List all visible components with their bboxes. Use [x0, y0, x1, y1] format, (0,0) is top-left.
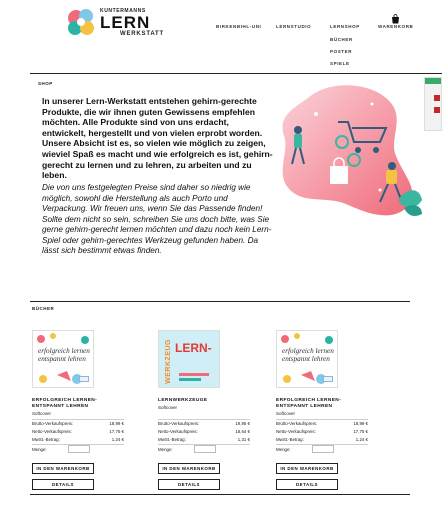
product-binding: Softcover	[32, 411, 52, 416]
footer-divider	[30, 494, 410, 495]
price-row-mwst	[158, 437, 250, 442]
price-row-mwst	[32, 437, 124, 442]
brand-name-bottom: WERKSTATT	[120, 31, 164, 37]
price-label: Netto-Verkaufspreis:	[32, 429, 72, 434]
cover-title: LERN-	[175, 341, 212, 355]
price-row-mwst	[276, 437, 368, 442]
cover-vertical-title: WERKZEUG	[165, 339, 172, 384]
details-button[interactable]: DETAILS	[158, 479, 220, 490]
book-cover-image[interactable]	[32, 330, 94, 388]
quantity-input[interactable]	[194, 445, 216, 453]
price-value: 1,24 €	[111, 437, 124, 442]
price-label: Brutto-Verkaufspreis:	[276, 421, 317, 426]
calendar-header	[425, 78, 441, 84]
product-binding: Softcover	[276, 411, 296, 416]
brand-name-main: LERN	[100, 13, 151, 32]
nav-sub-spiele[interactable]: SPIELE	[330, 61, 350, 66]
quantity-label: Menge:	[32, 447, 47, 452]
nav-sub-buecher[interactable]: BÜCHER	[330, 37, 353, 42]
price-value: 18,99 €	[353, 421, 368, 426]
shopping-bag-icon[interactable]	[391, 11, 400, 29]
price-row-netto	[158, 429, 250, 434]
price-label: MwSt.-Betrag:	[32, 437, 60, 442]
price-row-netto	[32, 429, 124, 434]
nav-warenkorb[interactable]: WARENKORB	[378, 24, 414, 29]
nav-birkenbihl-uni[interactable]: BIRKENBIHL-UNI	[216, 24, 262, 29]
product-title[interactable]: ERFOLGREICH LERNEN-ENTSPANNT LEHREN	[276, 398, 342, 410]
price-value: 1,24 €	[355, 437, 368, 442]
add-to-cart-button[interactable]: IN DEN WARENKORB	[32, 463, 94, 474]
side-calendar-widget[interactable]	[424, 77, 442, 131]
quantity-label: Menge:	[276, 447, 291, 452]
nav-lernshop[interactable]: LERNSHOP	[330, 24, 360, 29]
quantity-label: Menge:	[158, 447, 173, 452]
calendar-day-marker	[434, 95, 440, 101]
price-value: 18,99 €	[109, 421, 124, 426]
price-value: 18,64 €	[235, 429, 250, 434]
brain-logo-icon	[66, 8, 98, 38]
brand-name-top: KUNTERMANNS	[100, 8, 146, 14]
row-divider	[158, 419, 250, 420]
cover-title: erfolgreich lernen entspannt lehren	[38, 347, 90, 363]
row-divider	[276, 419, 368, 420]
price-row-brutto	[158, 421, 250, 426]
price-label: Brutto-Verkaufspreis:	[158, 421, 199, 426]
add-to-cart-button[interactable]: IN DEN WARENKORB	[158, 463, 220, 474]
nav-sub-poster[interactable]: POSTER	[330, 49, 353, 54]
price-label: Netto-Verkaufspreis:	[276, 429, 316, 434]
price-row-brutto	[32, 421, 124, 426]
price-value: 1,31 €	[237, 437, 250, 442]
row-divider	[32, 419, 124, 420]
product-binding: Softcover	[158, 405, 178, 410]
calendar-day-marker	[434, 107, 440, 113]
product-title[interactable]: ERFOLGREICH LERNEN-ENTSPANNT LEHREN	[32, 398, 98, 410]
price-row-netto	[276, 429, 368, 434]
book-cover-image[interactable]	[158, 330, 220, 388]
price-label: Brutto-Verkaufspreis:	[32, 421, 73, 426]
header-divider	[30, 73, 442, 74]
price-value: 19,95 €	[235, 421, 250, 426]
cover-title: erfolgreich lernen entspannt lehren	[282, 347, 334, 363]
price-value: 17,75 €	[353, 429, 368, 434]
price-label: MwSt.-Betrag:	[158, 437, 186, 442]
brand-logo[interactable]	[66, 6, 176, 46]
shopping-illustration	[268, 80, 424, 226]
product-title[interactable]: LERNWERKZEUGE	[158, 398, 208, 403]
price-label: MwSt.-Betrag:	[276, 437, 304, 442]
section-label-buecher: BÜCHER	[32, 306, 55, 311]
section-label-shop: SHOP	[38, 81, 53, 86]
cover-badge	[79, 376, 89, 382]
shop-intro-italic-text: Die von uns festgelegten Preise sind daher so niedrig wie möglich, sowohl die Herstellung als auch Porto und Verpackung. Wir freuen uns, wenn Sie das Passende finden! Sollte dem nicht so sein, schreiben Sie uns doch bitte, was Sie gerne gehirn-gerecht lernen möchten und dazu noch kein Lern-Spiel oder gehirn-gerechtes Werkzeug gefunden haben. Da lässt sich bestimmt etwas finden.	[42, 183, 272, 255]
details-button[interactable]: DETAILS	[276, 479, 338, 490]
cover-badge	[323, 376, 333, 382]
price-value: 17,75 €	[109, 429, 124, 434]
shop-intro-text: In unserer Lern-Werkstatt entstehen gehirn-gerechte Produkte, die wir ihnen guten Gewissens empfehlen möchten. Alle Produkte sind von uns erdacht, entwickelt, hergestellt und von vielen erprobt worden. Unsere Absicht ist es, so vielen wie möglich zu zeigen, wieviel Spaß es macht und wie erfolgreich es ist, gehirn-gerecht zu lernen und zu lehren, zu arbeiten und zu leben.	[42, 96, 273, 181]
quantity-input[interactable]	[312, 445, 334, 453]
price-row-brutto	[276, 421, 368, 426]
nav-lernstudio[interactable]: LERNSTUDIO	[276, 24, 312, 29]
quantity-input[interactable]	[68, 445, 90, 453]
book-cover-image[interactable]	[276, 330, 338, 388]
add-to-cart-button[interactable]: IN DEN WARENKORB	[276, 463, 338, 474]
price-label: Netto-Verkaufspreis:	[158, 429, 198, 434]
section-divider	[30, 301, 410, 302]
details-button[interactable]: DETAILS	[32, 479, 94, 490]
